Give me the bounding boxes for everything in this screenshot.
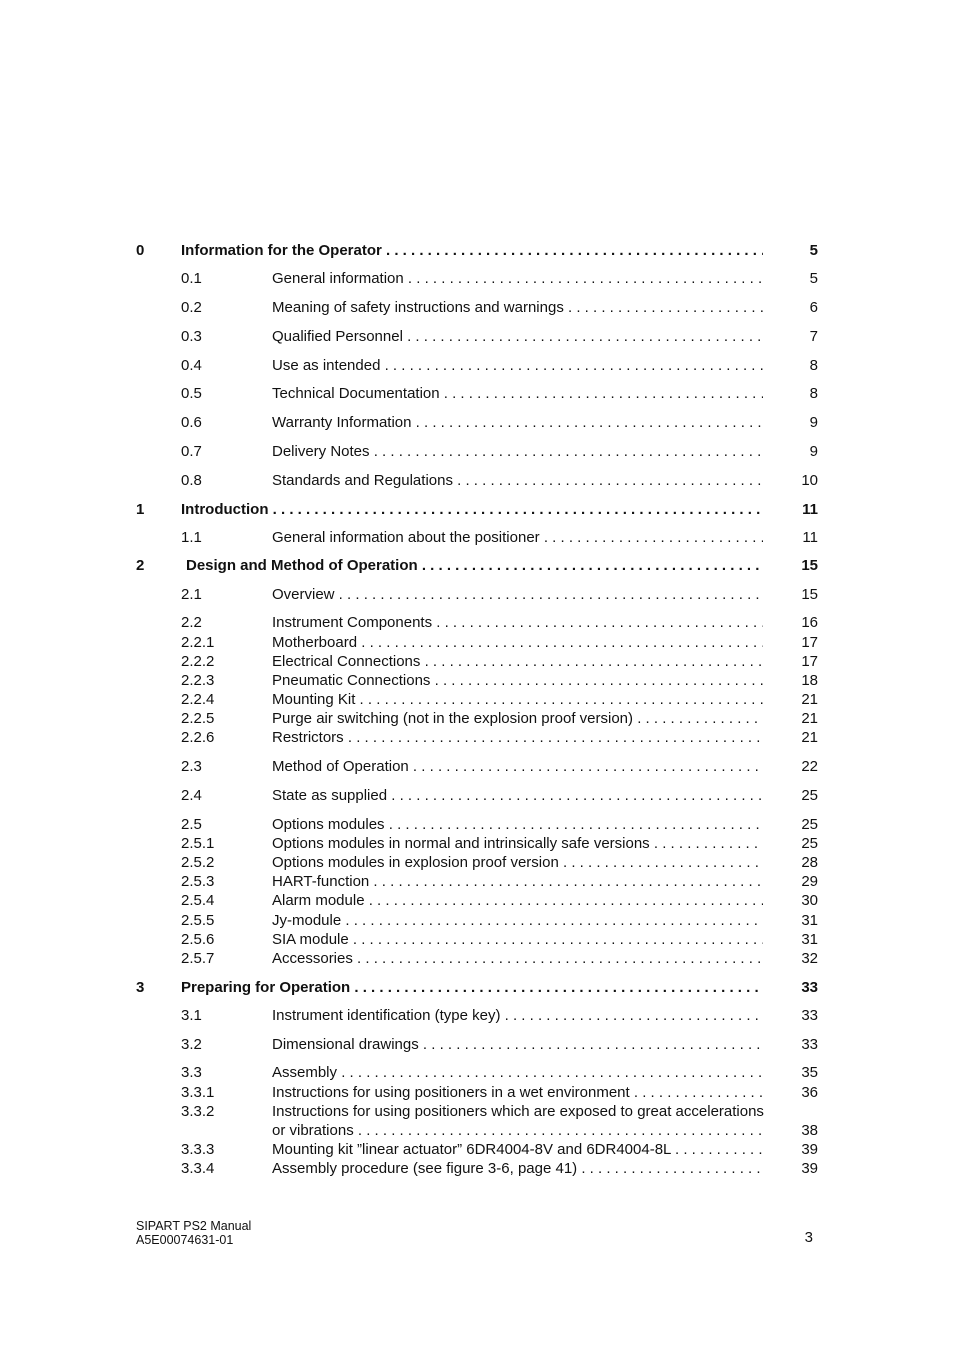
entry-title: Jy-module . . . [272, 911, 763, 931]
entry-title: or vibrations . . . [272, 1121, 763, 1141]
entry-title: General information . . . [272, 269, 763, 289]
entry-page: 9 [809, 414, 818, 431]
entry-title: Instructions for using positioners which are exposed to great accelerations [272, 1103, 764, 1120]
entry-title: Mounting Kit . . . [272, 690, 763, 710]
entry-number: 2.5.4 [181, 892, 215, 909]
entry-title: Instrument Components . . . [272, 613, 763, 633]
entry-title: Purge air switching (not in the explosion proof version) . . . [272, 709, 763, 729]
entry-number: 2.2.5 [181, 710, 215, 727]
entry-number: 2.5.1 [181, 835, 215, 852]
toc-entry [0, 1083, 954, 1103]
entry-number: 2.5.5 [181, 912, 215, 929]
entry-title: Warranty Information . . . [272, 413, 763, 433]
entry-page: 25 [801, 787, 818, 804]
toc-entry [0, 930, 954, 950]
toc-entry [0, 728, 954, 748]
toc-entry [0, 949, 954, 969]
toc-entry [0, 442, 954, 462]
toc-entry [0, 413, 954, 433]
entry-page: 5 [809, 270, 818, 287]
toc-entry [0, 891, 954, 911]
entry-title: Instrument identification (type key) . . . [272, 1006, 763, 1026]
toc-entry [0, 1140, 954, 1160]
entry-title: Accessories . . . [272, 949, 763, 969]
footer-document-code: A5E00074631-01 [136, 1233, 234, 1247]
toc-entry [0, 652, 954, 672]
entry-title: Qualified Personnel . . . [272, 327, 763, 347]
entry-title: Standards and Regulations . . . [272, 471, 763, 491]
page-number: 3 [804, 1229, 813, 1246]
entry-number: 0.2 [181, 299, 202, 316]
entry-number: 2.5 [181, 816, 202, 833]
entry-title: Options modules in explosion proof version . . . [272, 853, 763, 873]
entry-number: 2.2.4 [181, 691, 215, 708]
entry-title: Motherboard . . . [272, 633, 763, 653]
entry-page: 8 [809, 385, 818, 402]
entry-title: Mounting kit ”linear actuator” 6DR4004-8V and 6DR4004-8L . . . [272, 1140, 763, 1160]
entry-page: 5 [809, 242, 818, 259]
entry-page: 39 [801, 1160, 818, 1177]
entry-number: 0.3 [181, 328, 202, 345]
entry-number: 2.5.3 [181, 873, 215, 890]
entry-number: 2.2.6 [181, 729, 215, 746]
entry-page: 30 [801, 892, 818, 909]
entry-number: 0 [136, 242, 145, 259]
entry-title: Information for the Operator . . . [181, 241, 763, 261]
entry-number: 3.1 [181, 1007, 202, 1024]
entry-page: 11 [802, 529, 818, 546]
entry-number: 2 [136, 557, 145, 574]
entry-title: Assembly procedure (see figure 3-6, page 41) . . . [272, 1159, 763, 1179]
entry-title: Pneumatic Connections . . . [272, 671, 763, 691]
toc-entry [0, 613, 954, 633]
entry-title: Meaning of safety instructions and warnings . . . [272, 298, 763, 318]
entry-page: 31 [801, 912, 818, 929]
entry-title: Alarm module . . . [272, 891, 763, 911]
entry-page: 25 [801, 835, 818, 852]
entry-page: 21 [801, 729, 818, 746]
entry-number: 3.3 [181, 1064, 202, 1081]
entry-page: 21 [801, 691, 818, 708]
entry-title: General information about the positioner . . . [272, 528, 763, 548]
entry-page: 7 [809, 328, 818, 345]
entry-number: 1.1 [181, 529, 202, 546]
toc-entry [0, 709, 954, 729]
entry-title: Assembly . . . [272, 1063, 763, 1083]
toc-entry [0, 1159, 954, 1179]
toc-entry [0, 298, 954, 318]
entry-number: 1 [136, 501, 145, 518]
toc-entry [0, 690, 954, 710]
toc-entry [0, 384, 954, 404]
toc-entry [0, 872, 954, 892]
entry-title: Preparing for Operation . . . [181, 978, 763, 998]
toc-entry-continuation [0, 1121, 954, 1141]
entry-page: 33 [801, 1007, 818, 1024]
toc-entry [0, 786, 954, 806]
toc-entry [0, 1063, 954, 1083]
entry-page: 15 [801, 586, 818, 603]
entry-page: 15 [801, 557, 818, 574]
toc-entry [0, 585, 954, 605]
entry-title: Introduction . . . [181, 500, 763, 520]
toc-entry [0, 853, 954, 873]
entry-number: 2.1 [181, 586, 202, 603]
entry-title: Design and Method of Operation . . . [186, 556, 763, 576]
entry-number: 0.5 [181, 385, 202, 402]
entry-page: 22 [801, 758, 818, 775]
entry-title: SIA module . . . [272, 930, 763, 950]
toc-entry [0, 1102, 954, 1122]
entry-number: 0.7 [181, 443, 202, 460]
toc-entry [0, 500, 954, 520]
entry-page: 33 [801, 979, 818, 996]
toc-entry [0, 757, 954, 777]
entry-number: 2.5.6 [181, 931, 215, 948]
entry-page: 28 [801, 854, 818, 871]
entry-number: 2.2.3 [181, 672, 215, 689]
entry-page: 9 [809, 443, 818, 460]
entry-title: Instructions for using positioners in a wet environment . . . [272, 1083, 763, 1103]
toc-entry [0, 834, 954, 854]
entry-number: 0.1 [181, 270, 202, 287]
toc-entry [0, 356, 954, 376]
toc-entry [0, 815, 954, 835]
entry-title: Restrictors . . . [272, 728, 763, 748]
entry-title: Delivery Notes . . . [272, 442, 763, 462]
entry-page: 17 [801, 634, 818, 651]
entry-page: 17 [801, 653, 818, 670]
entry-page: 36 [801, 1084, 818, 1101]
entry-title: Options modules in normal and intrinsically safe versions . . . [272, 834, 763, 854]
toc-entry [0, 556, 954, 576]
toc-entry [0, 269, 954, 289]
toc-entry [0, 241, 954, 261]
entry-page: 18 [801, 672, 818, 689]
entry-number: 2.3 [181, 758, 202, 775]
entry-page: 29 [801, 873, 818, 890]
entry-title: Overview . . . [272, 585, 763, 605]
entry-title: State as supplied . . . [272, 786, 763, 806]
toc-entry [0, 911, 954, 931]
entry-number: 3.3.2 [181, 1103, 215, 1120]
entry-title: Electrical Connections . . . [272, 652, 763, 672]
entry-page: 33 [801, 1036, 818, 1053]
entry-page: 21 [801, 710, 818, 727]
entry-page: 10 [801, 472, 818, 489]
entry-number: 2.4 [181, 787, 202, 804]
entry-page: 31 [801, 931, 818, 948]
entry-page: 11 [802, 501, 818, 518]
entry-number: 3.3.4 [181, 1160, 215, 1177]
entry-number: 3.2 [181, 1036, 202, 1053]
entry-page: 16 [801, 614, 818, 631]
entry-number: 2.2.1 [181, 634, 215, 651]
toc-entry [0, 1006, 954, 1026]
entry-title: Options modules . . . [272, 815, 763, 835]
entry-title: HART-function . . . [272, 872, 763, 892]
entry-page: 39 [801, 1141, 818, 1158]
entry-number: 3.3.3 [181, 1141, 215, 1158]
entry-title: Use as intended . . . [272, 356, 763, 376]
entry-number: 0.6 [181, 414, 202, 431]
entry-title: Dimensional drawings . . . [272, 1035, 763, 1055]
entry-title: Technical Documentation . . . [272, 384, 763, 404]
entry-number: 2.2.2 [181, 653, 215, 670]
entry-number: 2.5.2 [181, 854, 215, 871]
toc-entry [0, 528, 954, 548]
toc-entry [0, 633, 954, 653]
entry-page: 32 [801, 950, 818, 967]
entry-number: 0.8 [181, 472, 202, 489]
entry-page: 8 [809, 357, 818, 374]
entry-page: 25 [801, 816, 818, 833]
entry-number: 3.3.1 [181, 1084, 215, 1101]
toc-entry [0, 671, 954, 691]
toc-entry [0, 471, 954, 491]
entry-page: 38 [801, 1122, 818, 1139]
entry-number: 2.2 [181, 614, 202, 631]
footer-manual-name: SIPART PS2 Manual [136, 1219, 252, 1233]
entry-title: Method of Operation . . . [272, 757, 763, 777]
entry-number: 2.5.7 [181, 950, 215, 967]
entry-page: 6 [809, 299, 818, 316]
toc-entry [0, 1035, 954, 1055]
toc-entry [0, 327, 954, 347]
toc-entry [0, 978, 954, 998]
entry-number: 3 [136, 979, 145, 996]
entry-page: 35 [801, 1064, 818, 1081]
entry-number: 0.4 [181, 357, 202, 374]
